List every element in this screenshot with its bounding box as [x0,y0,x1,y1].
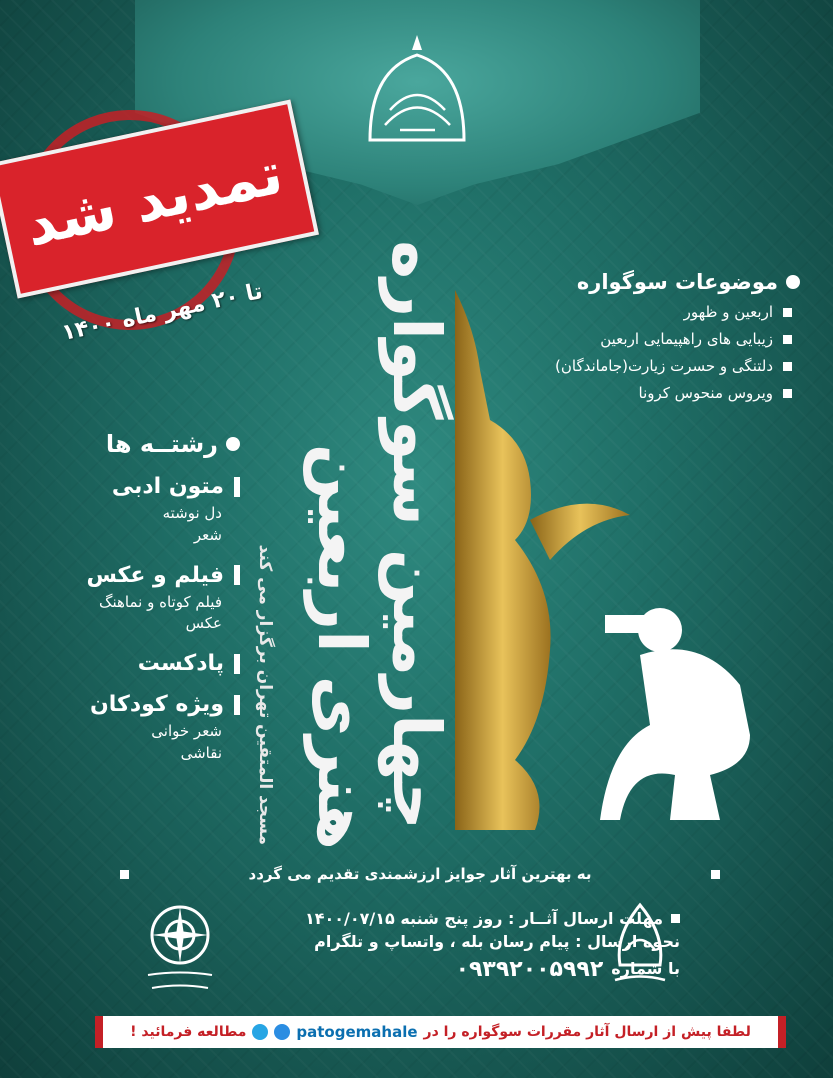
bar-bullet-icon [234,654,240,674]
topic-item [480,330,800,348]
bar-bullet-icon [234,695,240,715]
topic-text: زیبایی های راهپیمایی اربعین [600,330,773,348]
bullet-dot-icon [226,437,240,451]
square-bullet-icon [783,389,792,398]
title-line-2: هنری اربعین [303,443,380,850]
footer-banner [95,1016,786,1048]
field-sub-text: شعر خوانی [151,722,222,740]
field-sub-text: فیلم کوتاه و نماهنگ [99,592,222,611]
organizer-text: مسجد المتقین تهران برگزار می کند [255,544,275,845]
topic-item [480,357,800,375]
footer-text-before: لطفا پیش از ارسال آثار مقررات سوگواره را در [423,1024,751,1040]
field-name-text: پادکست [137,651,224,676]
topics-heading-text: موضوعات سوگواره [576,270,778,294]
field-item [40,692,240,765]
telegram-icon [252,1024,268,1040]
method-text: نحوه ارسال : پیام رسان بله ، واتساپ و تلگرام [314,932,680,951]
square-bullet-icon [120,870,129,879]
topic-item [480,303,800,321]
square-bullet-icon [783,362,792,371]
topic-text: اربعین و ظهور [683,303,773,321]
prize-line [120,865,720,883]
topic-item [480,384,800,402]
prize-text: به بهترین آثار جوایز ارزشمندی تقدیم می گردد [248,865,592,883]
square-bullet-icon [783,308,792,317]
field-sub-text: دل نوشته [162,504,222,522]
field-name-text: ویژه کودکان [90,692,224,717]
field-item [40,651,240,676]
field-name-text: فیلم و عکس [86,562,224,588]
footer-text-after: مطالعه فرمائید ! [130,1024,247,1040]
field-item [40,474,240,547]
phone-number: ۰۹۳۹۲۰۰۵۹۹۲ [455,957,604,982]
organization-logo-icon [140,900,220,1000]
square-bullet-icon [711,870,720,879]
title-line-1: چهارمین سوگواره [378,240,455,830]
calligraphy-emblem-icon [350,30,485,160]
topic-text: ویروس منحوس کرونا [638,384,773,402]
square-bullet-icon [783,335,792,344]
bale-icon [274,1024,290,1040]
number-label: با شماره [611,959,680,978]
field-name-text: متون ادبی [111,474,224,499]
photographer-icon [600,575,760,825]
stamp-main-text: تمدید شد [19,138,289,260]
field-sub-text: نقاشی [180,743,222,762]
fields-heading [40,430,240,458]
topics-heading [480,270,800,294]
field-sub-text: عکس [185,614,222,633]
fields-section [40,430,240,765]
bar-bullet-icon [234,565,240,585]
channel-handle-link[interactable]: patogemahale [296,1023,418,1041]
bullet-dot-icon [786,275,800,289]
bar-bullet-icon [234,477,240,497]
topic-text: دلتنگی و حسرت زیارت(جاماندگان) [555,357,773,375]
fields-heading-text: رشتــه ها [105,430,218,458]
deadline-text: مهلت ارسال آثــار : روز پنج شنبه ۱۴۰۰/۰۷/۱۵ [304,909,663,928]
field-item [40,563,240,636]
topics-section [480,270,800,402]
extension-stamp [0,100,310,346]
mosque-logo-icon [600,895,680,995]
stamp-date-text: تا ۲۰ مهر ماه ۱۴۰۰ [59,279,265,346]
field-sub-text: شعر [193,525,222,544]
